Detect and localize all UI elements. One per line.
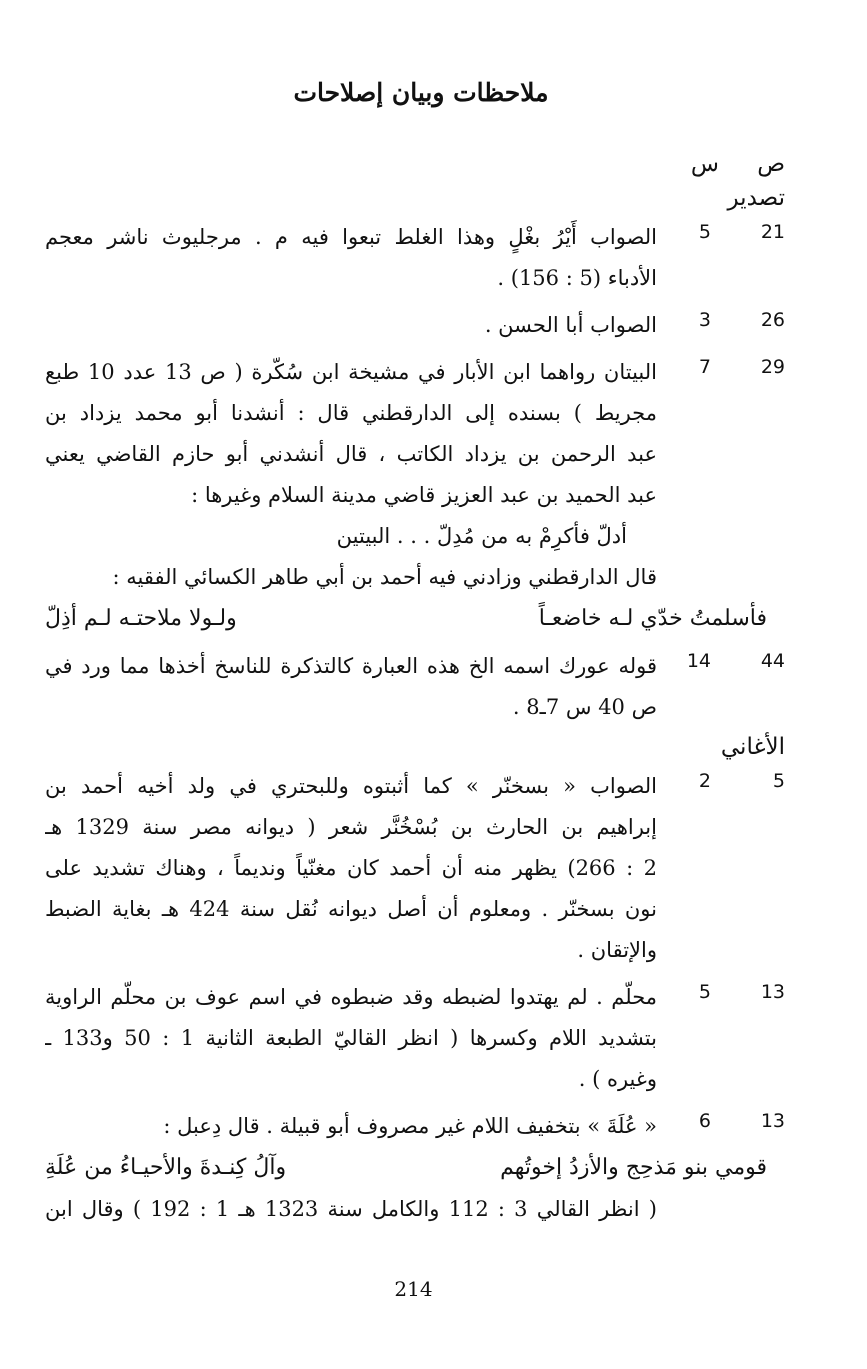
section-heading: تصدير: [727, 185, 785, 211]
poem-verse: [45, 1147, 767, 1189]
verse-second-hemistich: وآلُ كِنـدةَ والأحيـاءُ من عُلَةِ: [45, 1155, 287, 1180]
text-line: عبد الرحمن بن يزداد الكاتب ، قال أنشدني أبو حازم القاضي يعني: [45, 442, 657, 466]
verse-first-hemistich: فأسلمتُ خدّي لـه خاضعـاً: [538, 606, 767, 631]
verse-first-hemistich: قومي بنو مَذحِج والأزدُ إخوتُهم: [500, 1155, 767, 1180]
section-heading: الأغاني: [720, 734, 785, 760]
line-ref: 2: [698, 770, 711, 792]
correction-entry: [45, 1106, 785, 1230]
correction-entry: [45, 217, 785, 299]
line-ref: 5: [698, 981, 711, 1003]
text-line: إبراهيم بن الحارث بن بُسْخُنَّر شعر ( ديوانه مصر سنة 1329 هـ: [45, 815, 657, 839]
text-line: ( انظر القالي 3 : 112 والكامل سنة 1323 هـ 1 : 192 ) وقال ابن: [45, 1197, 657, 1221]
text-line: بتشديد اللام وكسرها ( انظر القاليّ الطبعة الثانية 1 : 50 و133 ـ: [45, 1026, 657, 1050]
line-column-header: س: [690, 151, 719, 177]
text-line: نون بسخنّر . ومعلوم أن أصل ديوانه نُقل سنة 424 هـ بغاية الضبط: [45, 897, 657, 921]
page-ref: 13: [760, 981, 785, 1003]
page-ref: 5: [772, 770, 785, 792]
correction-entry: [45, 305, 785, 346]
page-ref: 26: [760, 309, 785, 331]
text-line: « عُلَةَ » بتخفيف اللام غير مصروف أبو قبيلة . قال دِعبل :: [163, 1114, 657, 1138]
line-ref: 14: [686, 650, 711, 672]
text-line: 2 : 266) يظهر منه أن أحمد كان مغنّياً ونديماً ، وهناك تشديد على: [45, 856, 657, 880]
text-line: ص 40 س 7ـ8 .: [512, 695, 657, 719]
quoted-hemistich: أدلّ فأكرِمْ به من مُدِلّ . . . البيتين: [336, 524, 627, 548]
column-headers: [45, 147, 785, 181]
page-ref: 44: [760, 650, 785, 672]
text-line: الأدباء (5 : 156) .: [497, 266, 657, 290]
text-line: قال الدارقطني وزادني فيه أحمد بن أبي طاهر الكسائي الفقيه :: [112, 565, 657, 589]
text-line: مجريط ) بسنده إلى الدارقطني قال : أنشدنا أبو محمد يزداد بن: [45, 401, 657, 425]
line-ref: 7: [698, 356, 711, 378]
text-line: الصواب « بسخنّر » كما أثبتوه وللبحتري في ولد أخيه أحمد بن: [45, 774, 657, 798]
text-line: البيتان رواهما ابن الأبار في مشيخة ابن سُكّرة ( ص 13 عدد 10 طبع: [45, 360, 657, 384]
text-line: محلّم . لم يهتدوا لضبطه وقد ضبطوه في اسم عوف بن محلّم الراوية: [45, 985, 657, 1009]
correction-entry: [45, 766, 785, 971]
text-line: عبد الحميد بن عبد العزيز قاضي مدينة السلام وغيرها :: [191, 483, 657, 507]
correction-entry: [45, 352, 785, 640]
line-ref: 5: [698, 221, 711, 243]
verse-second-hemistich: ولـولا ملاحتـه لـم أذِلّ: [45, 606, 237, 631]
text-line: الصواب أبا الحسن .: [484, 313, 657, 337]
line-ref: 6: [698, 1110, 711, 1132]
text-line: وغيره ) .: [578, 1067, 657, 1091]
correction-entry: [45, 977, 785, 1100]
correction-entry: [45, 646, 785, 728]
page-column-header: ص: [757, 151, 785, 177]
page-ref: 13: [760, 1110, 785, 1132]
page-title: ملاحظات وبيان إصلاحات: [293, 78, 549, 107]
page-ref: 21: [760, 221, 785, 243]
text-line: الصواب أَيْرُ بغْلٍ وهذا الغلط تبعوا فيه م . مرجليوث ناشر معجم: [45, 225, 657, 249]
poem-verse: [45, 598, 767, 640]
page-ref: 29: [760, 356, 785, 378]
page-number: 214: [394, 1277, 433, 1301]
text-line: والإتقان .: [577, 938, 657, 962]
text-line: قوله عورك اسمه الخ هذه العبارة كالتذكرة للناسخ أخذها مما ورد في: [45, 654, 657, 678]
line-ref: 3: [698, 309, 711, 331]
document-page: [45, 78, 785, 1236]
